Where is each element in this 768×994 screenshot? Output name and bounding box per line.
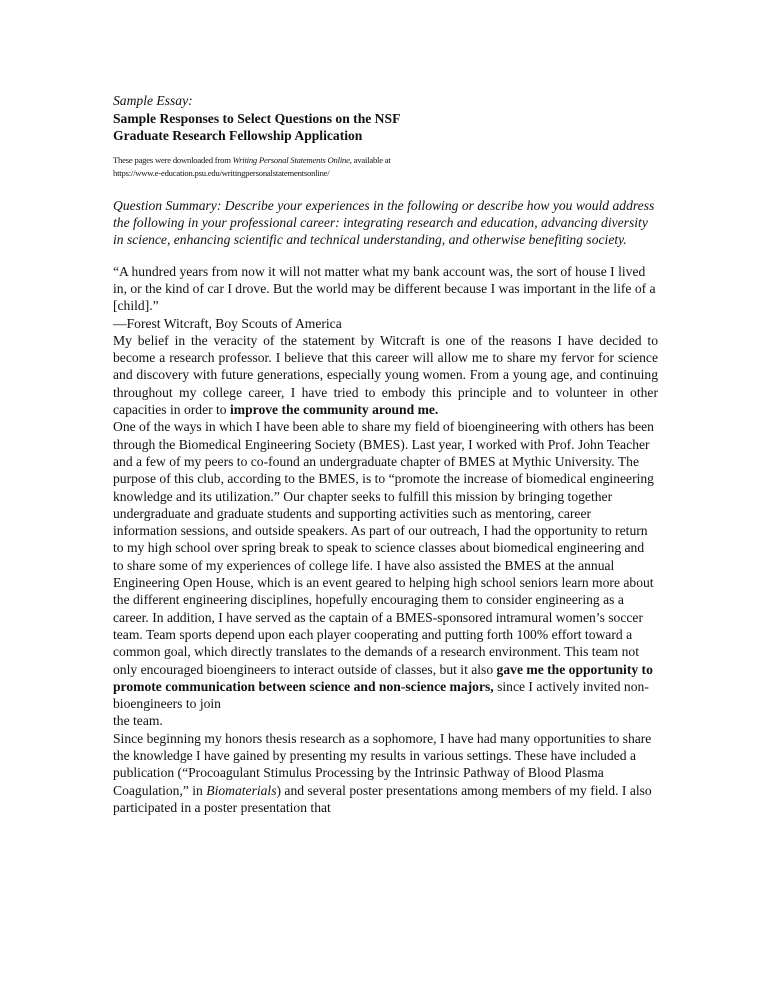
essay-title-line2: Graduate Research Fellowship Application [113, 128, 363, 144]
paragraph-2-text-a: One of the ways in which I have been able to share my field of bioengineering with others has been through the Biomedical Engineering Society (BMES). Last year, I worked with Prof. John Teacher and a few of my peers to co-found an undergraduate chapter of BMES at Mythic University. The purpose of this club, according to the BMES, is to “promote the increase of biomedical engineering knowledge and its utilization.” Our chapter seeks to fulfill this mission by bringing together undergraduate and graduate students and supporting activities such as mentoring, career information sessions, and outside speakers. As part of our outreach, I had the opportunity to return to my high school over spring break to speak to science classes about biomedical engineering and to share some of my experiences of college life. I have also assisted the BMES at the annual Engineering Open House, which is an event geared to helping high school seniors learn more about the different engineering disciplines, hopefully encouraging them to consider engineering as a career. In addition, I have served as the captain of a BMES-sponsored intramural women’s soccer team. Team sports depend upon each player cooperating and putting forth 100% effort toward a common goal, which directly translates to the demands of a research environment. This team not only encouraged bioengineers to interact outside of classes, but it also [113, 419, 654, 677]
document-page [113, 92, 658, 816]
paragraph-2-tail: the team. [113, 713, 163, 729]
epigraph-attribution: —Forest Witcraft, Boy Scouts of America [113, 315, 342, 331]
source-note [113, 154, 658, 180]
paragraph-3-text-b: ) and several poster presentations among members of my field. I also participated in a poster presentation that [113, 782, 652, 815]
essay-title-line1: Sample Responses to Select Questions on the NSF [113, 110, 401, 126]
question-summary: Question Summary: Describe your experiences in the following or describe how you would address the following in your professional career: integrating research and education, advancing diversity in science, enhancing scientific and technical understanding, and otherwise benefiting society. [113, 197, 655, 248]
paragraph-3-journal: Biomaterials [206, 782, 277, 798]
paragraph-1-text: My belief in the veracity of the statement by Witcraft is one of the reasons I have decided to become a research professor. I believe that this career will allow me to share my fervor for science and discovery with future generations, especially young women. From a young age, and continuing throughout my college career, I have tried to embody this principle and to volunteer in other capacities in order to [113, 332, 658, 418]
essay-header [113, 92, 658, 145]
paragraph-1-bold: improve the community around me. [230, 402, 439, 418]
source-prefix: These pages were downloaded from [113, 154, 233, 165]
paragraph-3 [113, 730, 658, 816]
paragraph-3-text-a: Since beginning my honors thesis research as a sophomore, I have had many opportunities to share the knowledge I have gained by presenting my results in various settings. These have included a publication (“Procoagulant Stimulus Processing by the Intrinsic Pathway of Blood Plasma Coagulation,” in [113, 730, 652, 798]
source-suffix: , available at [349, 154, 391, 165]
epigraph [113, 263, 658, 332]
paragraph-2-text-b: since I actively invited non-bioengineers to join [113, 678, 649, 712]
paragraph-2 [113, 418, 658, 729]
epigraph-text: “A hundred years from now it will not matter what my bank account was, the sort of house I lived in, or the kind of car I drove. But the world may be different because I was important in the life of a [child].” [113, 263, 656, 314]
source-book-title: Writing Personal Statements Online [232, 154, 350, 165]
sample-essay-label: Sample Essay: [113, 93, 193, 108]
source-url: https://www.e-education.psu.edu/writingpersonalstatementsonline/ [113, 167, 330, 178]
paragraph-2-bold: gave me the opportunity to promote communication between science and non-science majors, [113, 661, 653, 694]
paragraph-1 [113, 332, 658, 418]
